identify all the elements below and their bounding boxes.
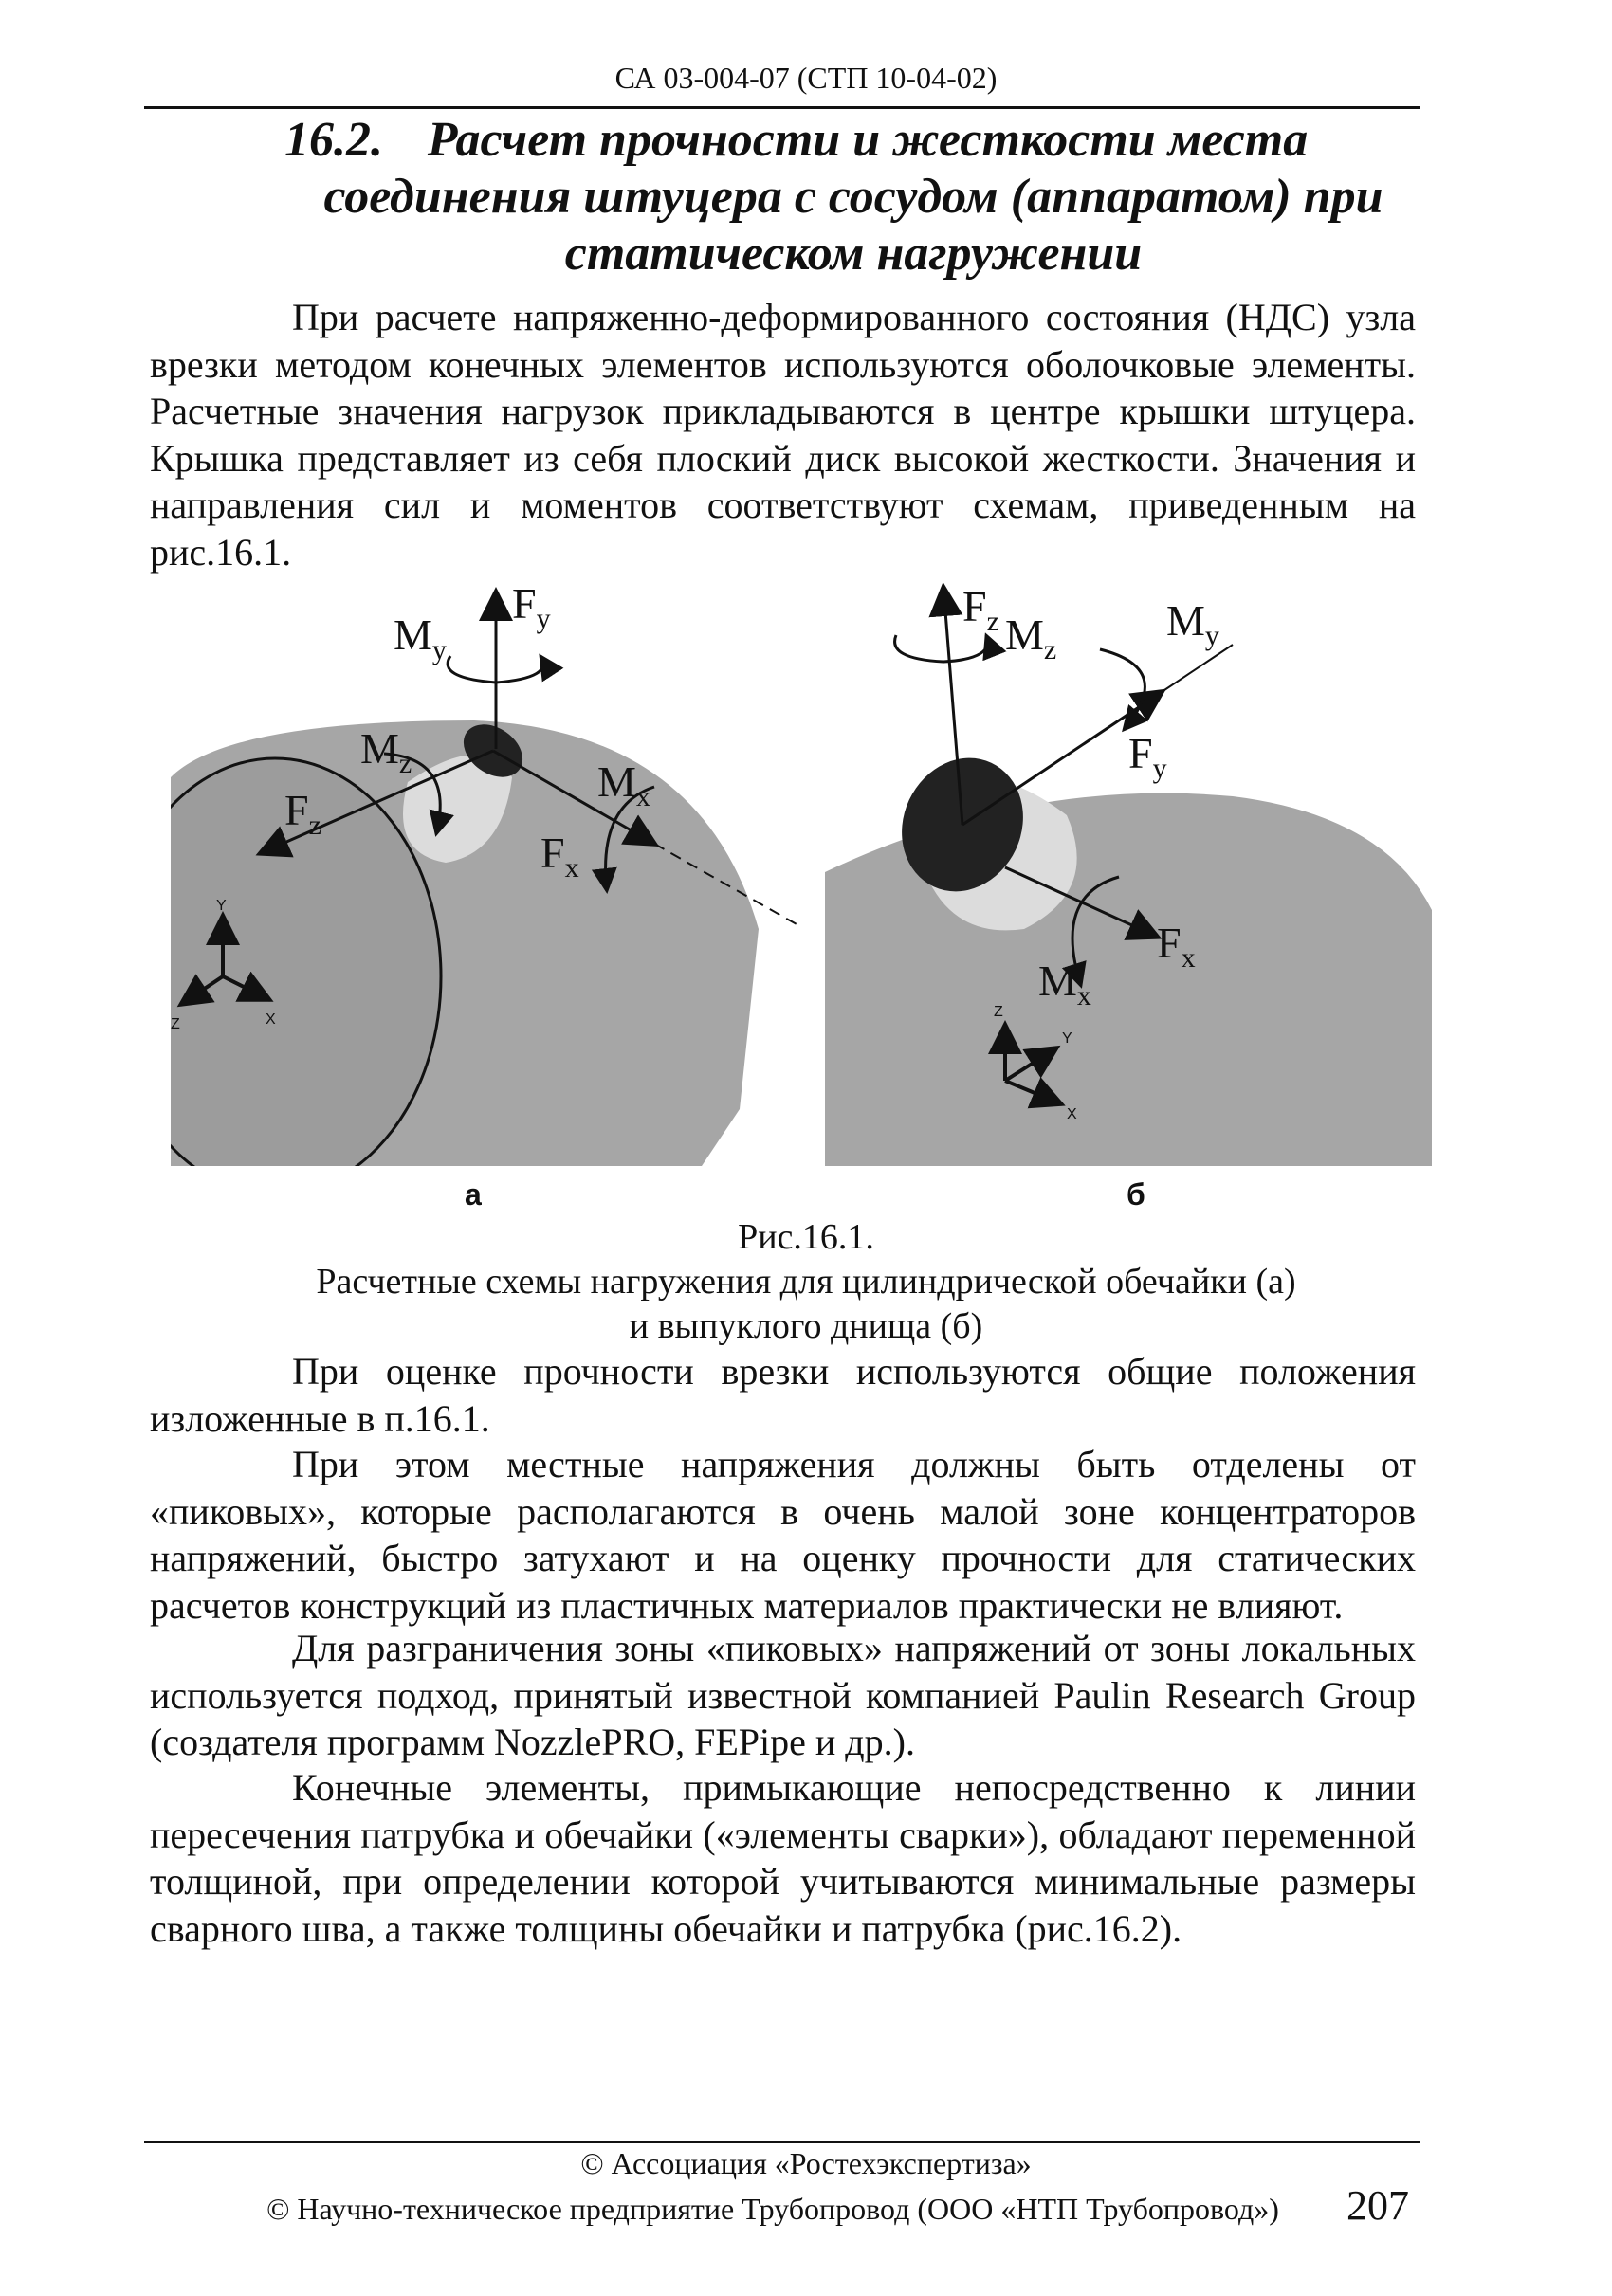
paragraph-prg: Для разграничения зоны «пиковых» напряжений от зоны локальных используется подход, принятый известной компанией Paulin Research Group (создателя программ NozzlePRO, FEPipe и др.). bbox=[150, 1627, 1416, 1763]
section-title-line-1: Расчет прочности и жесткости места bbox=[427, 113, 1309, 167]
label-mz-b: $M_z$ bbox=[1005, 610, 1057, 665]
label-mx-a: $M_x$ bbox=[597, 757, 650, 812]
label-fy-b: $F_y$ bbox=[1128, 729, 1167, 784]
panel-a-drawing bbox=[171, 592, 797, 1175]
axis-x-b: X bbox=[1067, 1106, 1077, 1122]
section-title-line-3: статическом нагружении bbox=[564, 227, 1143, 281]
footer-association: © Ассоциация «Ростехэкспертиза» bbox=[580, 2146, 1032, 2180]
axis-y-b: Y bbox=[1062, 1030, 1072, 1047]
label-fx-a: $F_x$ bbox=[540, 829, 579, 884]
axis-y-a: Y bbox=[216, 898, 227, 914]
panel-a-label: а bbox=[465, 1177, 482, 1212]
paragraph-strength: При оценке прочности врезки используются общие положения изложенные в п.16.1. bbox=[150, 1350, 1416, 1440]
footer-company: © Научно-техническое предприятие Трубопровод (ООО «НТП Трубопровод») bbox=[266, 2192, 1279, 2226]
page-number: 207 bbox=[1346, 2182, 1409, 2229]
figure-drawing bbox=[171, 578, 1432, 1175]
label-my-a: $M_y$ bbox=[394, 610, 447, 665]
label-fx-b: $F_x$ bbox=[1157, 919, 1196, 974]
panel-b-drawing bbox=[825, 588, 1432, 1175]
axis-x-a: X bbox=[266, 1011, 276, 1028]
label-fz-b: $F_z$ bbox=[962, 582, 999, 637]
section-title-line-2: соединения штуцера с сосудом (аппаратом) при bbox=[323, 170, 1383, 224]
label-mx-b: $M_x$ bbox=[1038, 957, 1091, 1011]
figure-16-1 bbox=[171, 578, 1432, 1175]
section-number: 16.2. bbox=[284, 113, 383, 167]
footer-rule bbox=[144, 2141, 1420, 2143]
paragraph-weld-elements: Конечные элементы, примыкающие непосредственно к линии пересечения патрубка и обечайки («элементы сварки»), обладают переменной толщиной, при определении которой учитываются минимальные размеры сварного шва, а также толщины обечайки и патрубка (рис.16.2). bbox=[150, 1766, 1416, 1950]
figure-caption-line-2: и выпуклого днища (б) bbox=[629, 1306, 983, 1346]
header-rule bbox=[144, 106, 1420, 109]
label-my-b: $M_y$ bbox=[1166, 596, 1219, 651]
label-mz-a: $M_z$ bbox=[360, 724, 412, 779]
axis-z-b: Z bbox=[994, 1004, 1003, 1020]
paragraph-intro: При расчете напряженно-деформированного состояния (НДС) узла врезки методом конечных элементов используются оболочковые элементы. Расчетные значения нагрузок прикладываются в центре крышки штуцера. Крышка представляет из себя плоский диск высокой жесткости. Значения и направления сил и моментов соответствуют схемам, приведенным на рис.16.1. bbox=[150, 296, 1416, 574]
document-code: СА 03-004-07 (СТП 10-04-02) bbox=[614, 61, 998, 95]
label-fz-a: $F_z$ bbox=[284, 786, 321, 841]
label-fy-a: $F_y$ bbox=[512, 579, 551, 634]
panel-b-label: б bbox=[1127, 1177, 1145, 1212]
axis-z-a: Z bbox=[171, 1016, 180, 1032]
paragraph-peak-stresses: При этом местные напряжения должны быть отделены от «пиковых», которые располагаются в очень малой зоне концентраторов напряжений, быстро затухают и на оценку прочности для статических расчетов конструкций из пластичных материалов практически не влияют. bbox=[150, 1443, 1416, 1627]
figure-caption-number: Рис.16.1. bbox=[738, 1217, 874, 1257]
figure-caption-line-1: Расчетные схемы нагружения для цилиндрической обечайки (а) bbox=[316, 1262, 1296, 1302]
